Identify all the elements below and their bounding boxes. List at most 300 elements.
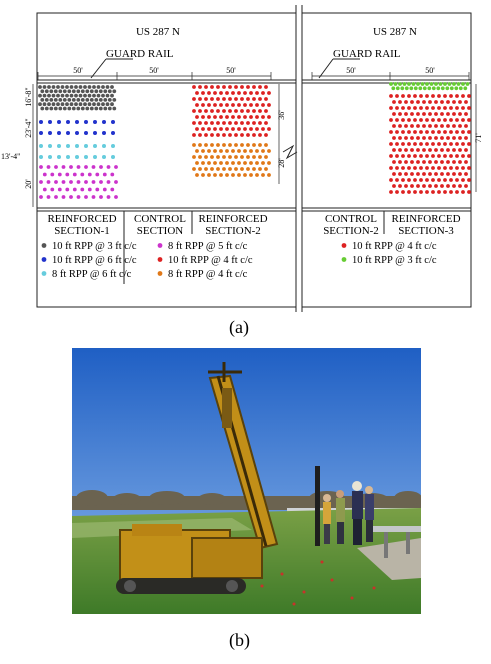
pile-dot-gray [47, 94, 51, 98]
pile-dot-red [222, 121, 226, 125]
pile-dot-magenta [80, 173, 84, 177]
pile-dot-gray [88, 94, 92, 98]
pile-dot-cyan [84, 144, 88, 148]
pile-dot-red [437, 94, 441, 98]
pile-dot-green [439, 82, 443, 86]
pile-dot-green [443, 82, 447, 86]
pile-dot-orange [243, 173, 247, 177]
pile-dot-red [392, 148, 396, 152]
pile-dot-red [446, 160, 450, 164]
pile-dot-orange [255, 161, 259, 165]
pile-dot-red [410, 136, 414, 140]
left-dimensions [1, 84, 33, 207]
pile-dot-red [446, 184, 450, 188]
pile-dot-magenta [95, 173, 99, 177]
dim-right-1: 71' [474, 133, 483, 143]
pile-dot-red [231, 103, 235, 107]
pile-dot-orange [210, 155, 214, 159]
dim-top-4: 50' [346, 66, 356, 75]
pile-dot-magenta [39, 180, 43, 184]
right-dimension [474, 84, 483, 192]
pile-dot-red [416, 172, 420, 176]
pile-dot-gray [99, 89, 103, 93]
pile-dot-red [198, 85, 202, 89]
pile-dot-red [395, 106, 399, 110]
pile-dot-red [422, 160, 426, 164]
pile-dot-red [195, 91, 199, 95]
pile-dot-red [449, 154, 453, 158]
pile-dot-magenta [62, 165, 66, 169]
pile-dot-magenta [54, 165, 58, 169]
rs1-label-2: SECTION-1 [54, 225, 110, 237]
pile-dot-green [423, 86, 427, 90]
pile-dot-gray [103, 89, 107, 93]
pile-dot-red [404, 184, 408, 188]
pile-dot-red [425, 166, 429, 170]
pile-dot-red [404, 136, 408, 140]
legend-label: 10 ft RPP @ 4 ft c/c [168, 255, 253, 266]
pile-dot-red [395, 118, 399, 122]
pile-dot-gray [47, 102, 51, 106]
pile-dot-red [449, 130, 453, 134]
pile-dot-red [404, 124, 408, 128]
pile-dot-red [455, 166, 459, 170]
pile-dot-green [441, 86, 445, 90]
dim-left-1: 16'-8" [24, 87, 33, 107]
pile-dot-magenta [77, 165, 81, 169]
legend-swatch [342, 257, 347, 262]
pile-dot-red [455, 142, 459, 146]
pile-dot-red [437, 130, 441, 134]
pile-dot-cyan [39, 155, 43, 159]
pile-dot-gray [76, 89, 80, 93]
pile-dot-red [234, 85, 238, 89]
pile-dot-red [389, 166, 393, 170]
pile-dot-cyan [102, 144, 106, 148]
pile-dot-red [249, 91, 253, 95]
pile-dot-red [443, 106, 447, 110]
pile-dot-red [425, 130, 429, 134]
pile-dot-red [464, 136, 468, 140]
pile-dot-red [392, 124, 396, 128]
pile-dot-red [419, 154, 423, 158]
pile-dot-red [431, 142, 435, 146]
pile-dot-red [443, 190, 447, 194]
pile-dot-gray [40, 89, 44, 93]
pile-dot-blue [48, 131, 52, 135]
pile-dot-red [434, 136, 438, 140]
pile-dot-magenta [69, 195, 73, 199]
pile-dot-magenta [39, 195, 43, 199]
pile-dot-red [449, 190, 453, 194]
pile-dot-gray [56, 102, 60, 106]
pile-dot-red [392, 172, 396, 176]
pile-dot-gray [74, 94, 78, 98]
pile-dot-orange [267, 149, 271, 153]
pile-dot-red [425, 178, 429, 182]
pile-dot-red [410, 184, 414, 188]
pile-dot-red [416, 148, 420, 152]
pile-dot-gray [45, 98, 49, 102]
pile-dot-orange [237, 161, 241, 165]
pile-dot-red [246, 85, 250, 89]
pile-dot-red [392, 160, 396, 164]
pile-dot-red [425, 154, 429, 158]
pile-dot-red [452, 148, 456, 152]
pile-dot-red [204, 121, 208, 125]
dim-mid-1: 36' [277, 110, 286, 120]
pile-dot-red [437, 142, 441, 146]
pile-dot-orange [249, 173, 253, 177]
pile-dot-red [392, 112, 396, 116]
pile-dot-orange [234, 167, 238, 171]
pile-dot-red [410, 112, 414, 116]
pile-dot-magenta [88, 173, 92, 177]
pile-dot-red [207, 127, 211, 131]
legend-swatch [158, 243, 163, 248]
pile-dot-green [418, 86, 422, 90]
pile-dot-red [425, 94, 429, 98]
pile-dot-orange [213, 149, 217, 153]
pile-dot-green [448, 82, 452, 86]
legend-label: 10 ft RPP @ 4 ft c/c [352, 241, 437, 252]
pile-dot-red [419, 118, 423, 122]
pile-dot-red [458, 136, 462, 140]
pile-dot-magenta [80, 188, 84, 192]
pile-dot-red [431, 94, 435, 98]
pile-dot-gray [106, 85, 110, 89]
pile-dot-gray [65, 85, 69, 89]
pile-dot-red [464, 160, 468, 164]
pile-dot-magenta [114, 195, 118, 199]
pile-dot-red [398, 136, 402, 140]
pile-dot-red [228, 121, 232, 125]
pile-dot-magenta [95, 188, 99, 192]
pile-dot-red [389, 154, 393, 158]
legend-label: 8 ft RPP @ 6 ft c/c [52, 269, 132, 280]
pile-dot-magenta [99, 180, 103, 184]
pile-dot-red [413, 178, 417, 182]
pile-dot-green [391, 86, 395, 90]
pile-dot-red [458, 172, 462, 176]
pile-dot-cyan [102, 155, 106, 159]
pile-dot-red [252, 109, 256, 113]
pile-dot-red [249, 115, 253, 119]
pile-dot-red [458, 112, 462, 116]
pile-dot-red [452, 172, 456, 176]
pile-dot-green [412, 82, 416, 86]
pile-dot-red [428, 172, 432, 176]
pile-dot-red [431, 190, 435, 194]
pile-dot-red [452, 124, 456, 128]
pile-dot-gray [65, 102, 69, 106]
caption-a: (a) [229, 317, 249, 337]
pile-dot-orange [246, 167, 250, 171]
pile-dot-gray [81, 98, 85, 102]
pile-dot-red [404, 148, 408, 152]
pile-dot-magenta [84, 195, 88, 199]
pile-dot-orange [240, 167, 244, 171]
pile-dot-red [461, 142, 465, 146]
pile-dot-green [459, 86, 463, 90]
mid-dimensions [277, 84, 286, 184]
pile-dot-red [413, 106, 417, 110]
pile-dot-red [395, 154, 399, 158]
guard-rail-label-right: GUARD RAIL [333, 48, 401, 60]
pile-dot-red [419, 190, 423, 194]
pile-dot-red [431, 178, 435, 182]
pile-dot-magenta [54, 195, 58, 199]
pile-dot-gray [61, 85, 65, 89]
pile-dot-red [261, 91, 265, 95]
pile-dot-red [425, 142, 429, 146]
pile-dot-red [416, 124, 420, 128]
pile-dot-gray [54, 89, 58, 93]
pile-dot-magenta [47, 165, 51, 169]
pile-dot-red [228, 85, 232, 89]
pile-dot-orange [198, 155, 202, 159]
pile-dot-orange [243, 161, 247, 165]
pile-dot-orange [252, 143, 256, 147]
pile-dot-red [434, 184, 438, 188]
pile-dot-magenta [110, 188, 114, 192]
pile-dot-red [443, 154, 447, 158]
pile-dot-gray [70, 85, 74, 89]
pile-dot-red [440, 124, 444, 128]
pile-layout-dots [38, 82, 471, 199]
pile-dot-red [210, 109, 214, 113]
pile-dot-blue [57, 120, 61, 124]
pile-dot-red [267, 103, 271, 107]
pile-dot-magenta [65, 173, 69, 177]
pile-dot-orange [201, 149, 205, 153]
pile-dot-red [449, 166, 453, 170]
pile-dot-red [416, 184, 420, 188]
pile-dot-gray [79, 94, 83, 98]
pile-dot-blue [48, 120, 52, 124]
pile-dot-red [255, 115, 259, 119]
pile-dot-red [440, 112, 444, 116]
pile-dot-red [398, 184, 402, 188]
guard-rail-leader-right [319, 59, 333, 78]
pile-dot-orange [207, 149, 211, 153]
pile-dot-red [258, 97, 262, 101]
pile-dot-red [237, 91, 241, 95]
pile-dot-orange [255, 173, 259, 177]
pile-dot-gray [52, 102, 56, 106]
pile-dot-red [392, 100, 396, 104]
pile-dot-gray [112, 89, 116, 93]
pile-dot-orange [240, 143, 244, 147]
pile-dot-gray [83, 102, 87, 106]
control-label-2: SECTION [136, 225, 184, 237]
pile-dot-gray [99, 98, 103, 102]
pile-dot-gray [83, 94, 87, 98]
pile-dot-green [421, 82, 425, 86]
pile-dot-magenta [43, 188, 47, 192]
pile-dot-red [431, 106, 435, 110]
pile-dot-red [207, 103, 211, 107]
pile-dot-gray [56, 94, 60, 98]
pile-dot-red [398, 148, 402, 152]
pile-dot-red [252, 121, 256, 125]
pile-dot-red [422, 136, 426, 140]
pile-dot-magenta [69, 180, 73, 184]
pile-dot-red [449, 94, 453, 98]
pile-dot-gray [49, 98, 53, 102]
pile-dot-orange [201, 173, 205, 177]
pile-dot-green [450, 86, 454, 90]
pile-dot-red [419, 142, 423, 146]
pile-dot-red [461, 118, 465, 122]
pile-dot-orange [237, 173, 241, 177]
pile-dot-gray [90, 107, 94, 111]
pile-dot-orange [264, 155, 268, 159]
pile-dot-red [431, 154, 435, 158]
pile-dot-gray [56, 85, 60, 89]
pile-dot-red [452, 112, 456, 116]
pile-dot-red [467, 130, 471, 134]
pile-dot-green [427, 86, 431, 90]
pile-dot-blue [102, 131, 106, 135]
pile-dot-gray [97, 94, 101, 98]
pile-dot-gray [106, 94, 110, 98]
pile-dot-red [413, 94, 417, 98]
pile-dot-blue [111, 120, 115, 124]
pile-dot-red [240, 85, 244, 89]
pile-dot-red [455, 178, 459, 182]
pile-dot-orange [216, 155, 220, 159]
pile-dot-red [216, 85, 220, 89]
pile-dot-magenta [58, 173, 62, 177]
pile-dot-gray [110, 102, 114, 106]
pile-dot-red [213, 127, 217, 131]
pile-dot-red [422, 148, 426, 152]
pile-dot-blue [84, 120, 88, 124]
pile-dot-orange [201, 161, 205, 165]
pile-dot-red [389, 142, 393, 146]
pile-dot-red [464, 112, 468, 116]
pile-dot-orange [255, 149, 259, 153]
pile-dot-gray [65, 94, 69, 98]
pile-dot-gray [76, 107, 80, 111]
pile-dot-red [228, 109, 232, 113]
pile-dot-orange [213, 173, 217, 177]
pile-dot-orange [225, 149, 229, 153]
pile-dot-red [437, 190, 441, 194]
pile-dot-red [395, 178, 399, 182]
pile-dot-red [231, 127, 235, 131]
pile-dot-red [201, 91, 205, 95]
pile-dot-red [416, 100, 420, 104]
pile-dot-green [389, 82, 393, 86]
pile-dot-red [195, 115, 199, 119]
pile-dot-magenta [50, 188, 54, 192]
pile-dot-red [461, 94, 465, 98]
pile-dot-red [389, 106, 393, 110]
pile-dot-gray [38, 85, 42, 89]
pile-dot-gray [101, 85, 105, 89]
legend-swatch [342, 243, 347, 248]
pile-dot-orange [192, 143, 196, 147]
control-label-1: CONTROL [134, 213, 186, 225]
pile-dot-red [264, 121, 268, 125]
pile-dot-orange [249, 161, 253, 165]
pile-dot-red [449, 178, 453, 182]
legend-label: 10 ft RPP @ 6 ft c/c [52, 255, 137, 266]
pile-dot-red [410, 100, 414, 104]
pile-dot-red [428, 124, 432, 128]
pile-dot-magenta [62, 180, 66, 184]
pile-dot-gray [63, 89, 67, 93]
pile-dot-red [461, 166, 465, 170]
pile-dot-red [395, 190, 399, 194]
caption-b: (b) [229, 630, 250, 650]
pile-dot-gray [106, 102, 110, 106]
pile-dot-magenta [88, 188, 92, 192]
pile-dot-blue [57, 131, 61, 135]
pile-dot-red [425, 190, 429, 194]
pile-dot-red [240, 133, 244, 137]
pile-dot-orange [237, 149, 241, 153]
pile-dot-gray [43, 85, 47, 89]
pile-dot-orange [195, 173, 199, 177]
pile-dot-red [407, 154, 411, 158]
pile-dot-gray [54, 98, 58, 102]
pile-dot-red [443, 130, 447, 134]
pile-dot-orange [243, 149, 247, 153]
pile-dot-red [255, 91, 259, 95]
pile-dot-green [457, 82, 461, 86]
pile-dot-cyan [39, 144, 43, 148]
pile-dot-red [249, 127, 253, 131]
pile-dot-red [213, 91, 217, 95]
pile-dot-red [255, 127, 259, 131]
pile-dot-red [404, 112, 408, 116]
pile-dot-gray [108, 89, 112, 93]
pile-dot-red [219, 103, 223, 107]
pile-dot-red [222, 109, 226, 113]
pile-dot-green [430, 82, 434, 86]
pile-dot-magenta [77, 180, 81, 184]
pile-dot-green [461, 82, 465, 86]
rs2-label-2: SECTION-2 [205, 225, 261, 237]
pile-dot-red [392, 184, 396, 188]
pile-dot-cyan [93, 144, 97, 148]
pile-dot-red [419, 178, 423, 182]
pile-dot-gray [108, 98, 112, 102]
pile-dot-red [395, 94, 399, 98]
pile-dot-red [446, 100, 450, 104]
pile-dot-red [401, 166, 405, 170]
pile-dot-gray [94, 89, 98, 93]
pile-dot-orange [216, 167, 220, 171]
pile-dot-red [452, 160, 456, 164]
pile-dot-red [428, 160, 432, 164]
pile-dot-red [467, 178, 471, 182]
pile-dot-gray [97, 102, 101, 106]
dim-top-2: 50' [149, 66, 159, 75]
pile-dot-orange [192, 167, 196, 171]
pile-dot-green [414, 86, 418, 90]
pile-dot-cyan [57, 155, 61, 159]
pile-dot-red [258, 109, 262, 113]
pile-dot-gray [52, 94, 56, 98]
pile-dot-red [461, 106, 465, 110]
pile-dot-red [440, 100, 444, 104]
pile-dot-red [258, 121, 262, 125]
pile-dot-magenta [77, 195, 81, 199]
